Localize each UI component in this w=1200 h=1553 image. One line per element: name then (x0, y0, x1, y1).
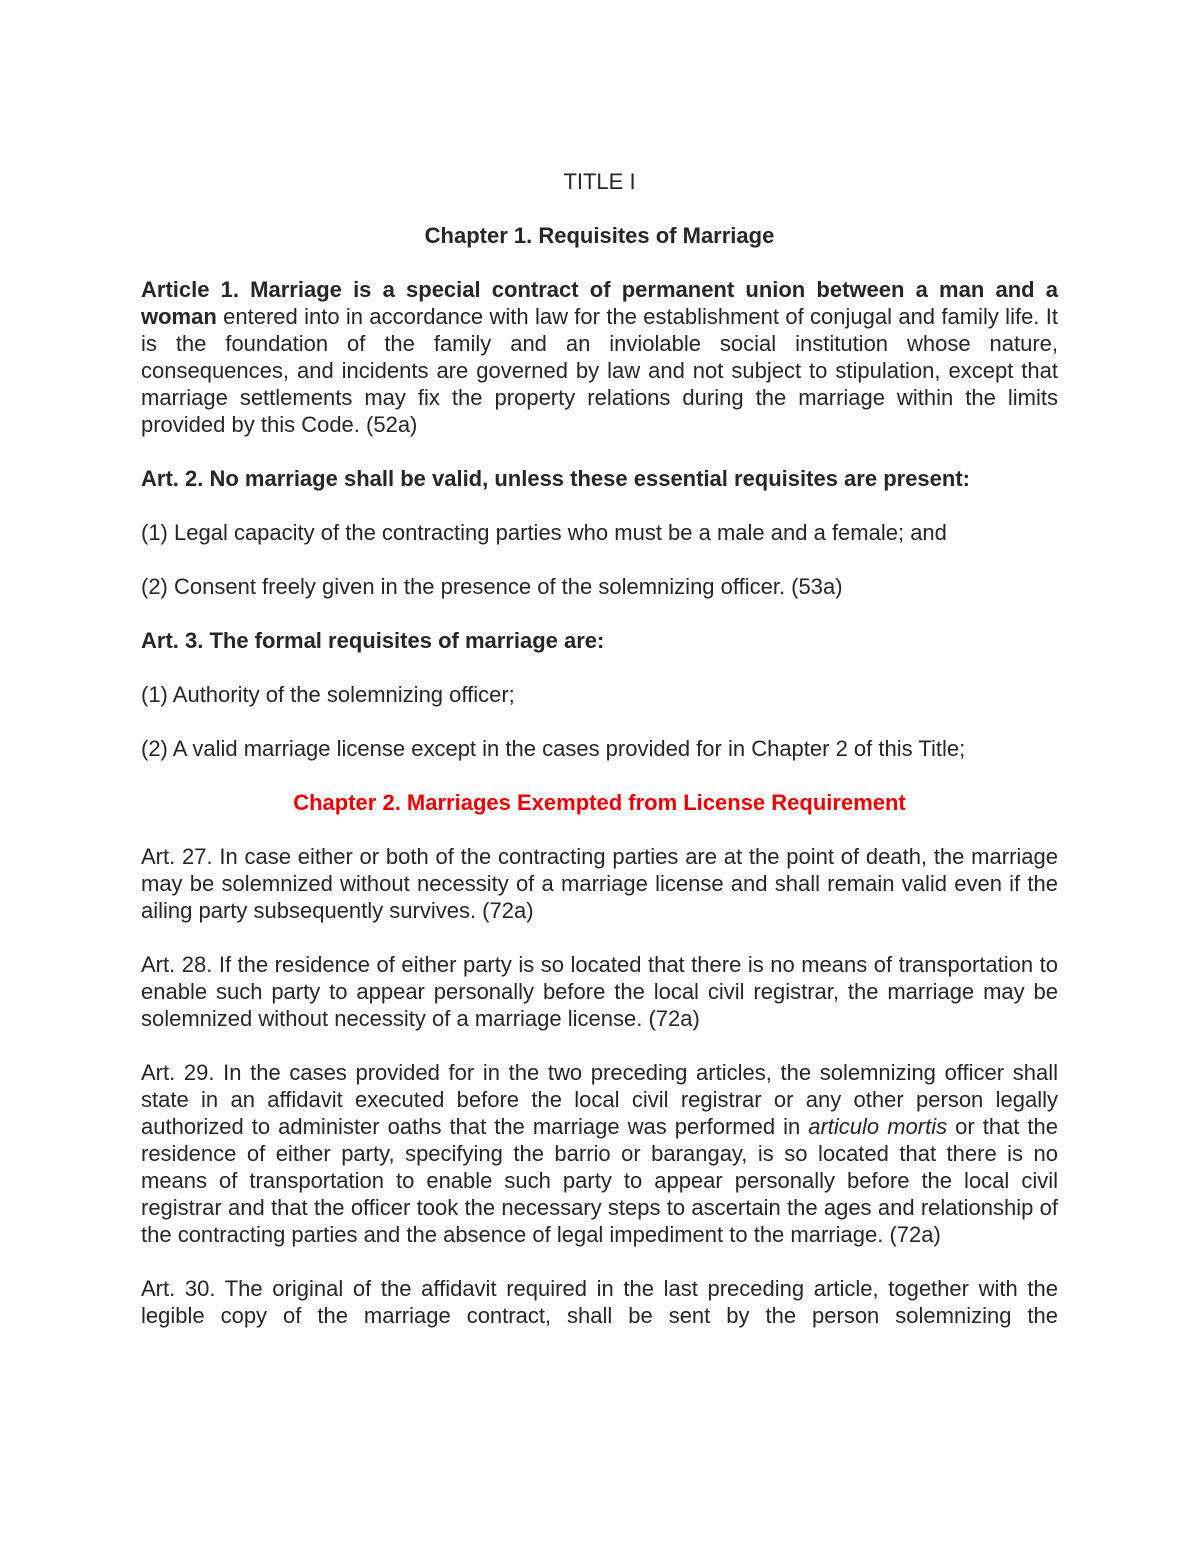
chapter-2-heading: Chapter 2. Marriages Exempted from License Requirement (293, 790, 906, 815)
article-28-paragraph: Art. 28. If the residence of either party is so located that there is no means of transportation to enable such party to appear personally before the local civil registrar, the marriage may be solemnized without necessity of a marriage license. (72a) (141, 952, 1058, 1031)
article-1-text: entered into in accordance with law for the establishment of conjugal and family life. It is the foundation of the family and an inviolable social institution whose nature, consequences, and incidents are governed by law and not subject to stipulation, except that marriage settlements may fix the property relations during the marriage within the limits provided by this Code. (52a) (141, 304, 1058, 437)
article-2-item-2: (2) Consent freely given in the presence of the solemnizing officer. (53a) (141, 574, 843, 599)
article-3-item-1: (1) Authority of the solemnizing officer; (141, 682, 515, 707)
article-29-italic-term: articulo mortis (808, 1114, 948, 1139)
article-1-paragraph (141, 276, 1058, 438)
article-2-heading: Art. 2. No marriage shall be valid, unless these essential requisites are present: (141, 466, 970, 491)
article-29-text-1: Art. 29. In the cases provided for in the two preceding articles, the solemnizing officer shall state in an affidavit executed before the local civil registrar or any other person legally authorized to administer oaths that the marriage was performed in (141, 1060, 1058, 1139)
article-3-item-2: (2) A valid marriage license except in the cases provided for in Chapter 2 of this Title; (141, 736, 966, 761)
article-29-text-2: or that the residence of either party, specifying the barrio or barangay, is so located that there is no means of transportation to enable such party to appear personally before the local civil registrar and that the officer took the necessary steps to ascertain the ages and relationship of the contracting parties and the absence of legal impediment to the marriage. (72a) (141, 1114, 1059, 1247)
chapter-1-heading: Chapter 1. Requisites of Marriage (424, 223, 775, 248)
article-2-item-1: (1) Legal capacity of the contracting parties who must be a male and a female; and (141, 520, 947, 545)
document-title: TITLE I (563, 169, 636, 194)
article-27-paragraph: Art. 27. In case either or both of the contracting parties are at the point of death, the marriage may be solemnized without necessity of a marriage license and shall remain valid even if the ailing party subsequently survives. (72a) (141, 844, 1058, 923)
article-30-paragraph: Art. 30. The original of the affidavit required in the last preceding article, together with the legible copy of the marriage contract, shall be sent by the person solemnizing the (141, 1276, 1058, 1328)
article-29-paragraph (141, 1059, 1058, 1248)
article-1-bold-lead: Article 1. Marriage is a special contract of permanent union between a man and a woman (141, 277, 1058, 329)
document-page (141, 168, 1058, 1356)
article-3-heading: Art. 3. The formal requisites of marriage are: (141, 628, 605, 653)
